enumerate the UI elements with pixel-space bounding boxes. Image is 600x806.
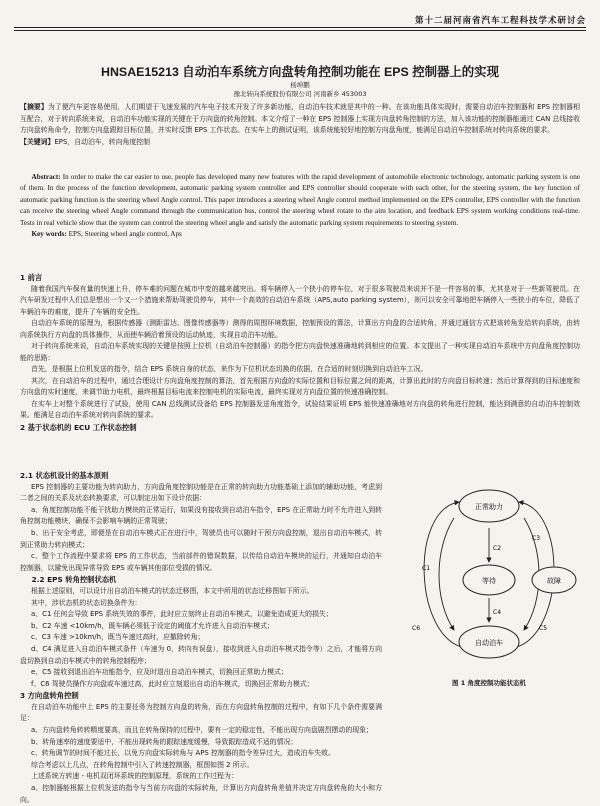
section-2-1-title: 2.1 状态机设计的基本原则 <box>20 471 109 480</box>
list-item: c、C3 车速 >10km/h，既当车速过高时，应撤除转角； <box>31 633 205 642</box>
paragraph: 对于转向系统来说，自动泊车系统实现的关键是按照上位机（自动泊车控制器）的指令把方向盘快速准确地转到相应的位置。本文提出了一种实现自动泊车系统中方向盘角度控制功能的思路： <box>20 342 580 362</box>
condition-label: C2 <box>493 545 502 552</box>
figure-1-caption: 图 1 角度控制功能状态机 <box>451 679 527 687</box>
left-column <box>20 470 382 806</box>
paper-title: HNSAE15213 自动泊车系统方向盘转角控制功能在 EPS 控制器上的实现 <box>101 65 499 79</box>
section-3-title: 3 方向盘转角控制 <box>20 691 79 701</box>
section-2-title: 2 基于状态机的 ECU 工作状态控制 <box>20 422 137 432</box>
transition-arrow <box>439 518 454 630</box>
paragraph: 首先，是根据上位机发送的指令，结合 EPS 系统自身的状态，来作为下位机状态切换的依据，在合适的时刻切换到自动泊车工况。 <box>31 365 428 373</box>
paragraph: 其中，涉状态机的状态切换条件为： <box>31 598 142 607</box>
header-rule-thick <box>14 27 586 28</box>
list-item: a、方向盘转角转转精度要高，而且在转角保持的过程中，要有一定的稳定性，不能出现方向盘剧烈摆动的现象； <box>31 726 373 735</box>
list-item: b、转角速率的速度要适中，不能出现转角的跟踪速度缓慢，导致跟踪造成不适的情况； <box>31 737 298 746</box>
list-item: e、C5 接收到退出泊车功能指令，应及时退出自动泊车模式，切换回正常助力模式； <box>31 668 288 677</box>
keywords-en-label: Key words: <box>31 230 67 239</box>
state-fault-label: 故障 <box>547 577 561 585</box>
section-2-2-title: 2.2 EPS 转角控制状态机 <box>31 575 117 585</box>
abstract-cn-label: 【摘要】 <box>20 103 48 111</box>
abstract-en-text: In order to make the car easier to use, people has developed many new features with the rapid development of automobile electronic technology, automatic parking system is one of them. In the process of the function development, automatic parking system controller and EPS controller should cooperate with each other, for the steering system, the key function of automatic parking function is the steering wheel Angle control. This paper introduces a steering wheel Angle control method implemented on the EPS controller, EPS controller with the function can receive the steering wheel Angle command through the communication bus, control the steering wheel rotate to the aim location, and feedback EPS system working conditions real-time. Tests in real vehicle show that the system can control the steering wheel angle and satisfy the automatic parking system requirements to steering system. <box>20 173 581 227</box>
condition-label: C1 <box>422 565 431 572</box>
keywords-cn-label: 【关键词】 <box>20 137 55 146</box>
section-1 <box>20 272 580 433</box>
abstract-en <box>20 172 580 240</box>
paragraph: 根据上述原则，可以设计出自动泊车模式的状态迁移图，本文中所用的状态迁移图如下所示。 <box>31 586 314 595</box>
paragraph: 在实车上对整个系统进行了试验，使用 CAN 总线测试设备给 EPS 控制器发送角度指令，试验结果证明 EPS 能快速准确地对方向盘的转角进行控制，能达到满意的自动泊车控制效果。能满足自动泊车系统对转向系统的要求。 <box>20 399 580 419</box>
list-item: d、C4 满足进入自动泊车模式条件（车速为 0，转向有误盘），接收到进入自动泊车模式指令等）之后，才能将方向盘切换到自动泊车模式中的转角控制程序； <box>20 644 382 665</box>
list-item: b、C2 车速 <10km/h，既车辆必须低于设定的阈值才允许进入自动泊车模式； <box>31 621 274 630</box>
list-item: f、C6 驾驶员操作方向盘或车速过高，此时应立刻退出自动泊车模式，切换回正常助力模式； <box>31 679 314 688</box>
state-parking-label: 自动泊车 <box>475 639 503 647</box>
author: 杨坤鹏 <box>290 81 310 89</box>
paragraph: EPS 控制器的主要功能为转向助力，方向盘角度控制功能是在正常的转向助力功能基础上添加的辅助功能，考虑到二者之间的关系及状态转换要求，可以制定出如下设计依据： <box>20 482 382 503</box>
list-item: c、整个工作流程中要求将 EPS 的工作状态，当前部件的错误数据，以传给自动泊车模块的运行，并通知自动泊车控制器，以避免出现异常导致 EPS 或车辆其他部位受损的情况。 <box>20 552 382 572</box>
condition-label: C3 <box>532 535 541 542</box>
header-rule-thin <box>14 30 586 31</box>
list-item: a、C1 任何会导致 EPS 系统失效的事件，此时应立刻终止自动泊车模式，以避免造成更大的损失； <box>31 610 333 619</box>
state-normal-label: 正常助力 <box>475 503 503 511</box>
list-item: c、转角调节的时间不能过长，以免方向盘实际转角与 APS 控制器的指令差异过大，造成泊车失败。 <box>31 749 335 758</box>
paragraph: 随着我国汽车保有量的快速上升，停车难的问题在城市中变的越来越突出。将车辆停入一个狭小的停车位，对于很多驾驶员来说并不是一件容易的事，尤其是对于一些新驾驶员。在汽车研发过程中人们总是想出一个又一个措施来帮助驾驶员停车，其中一个高效的自动泊车系统（APS,auto parking system），则可以安全可靠地把车辆停入一些狭小的车位，降低了车辆泊车的难度，提升了车辆的安全性。 <box>20 284 580 316</box>
state-wait-label: 等待 <box>482 577 496 585</box>
state-machine-figure <box>394 470 584 686</box>
list-item: a、角度控制功能不能干扰助力模块的正常运行，如果没有接收到自动泊车指令，EPS 在正常助力时不允许进入到转角控制功能模块，确保不会影响车辆的正常驾驶； <box>20 505 382 526</box>
keywords-en-text: EPS, Steering wheel angle control, Aps <box>68 230 182 239</box>
keywords-cn-text: EPS，自动泊车，转向角度控制 <box>54 137 151 146</box>
condition-label: C4 <box>493 609 502 616</box>
paragraph: 综合考虑以上几点，在转角控制中引入了转速控制器，框图如图 2 所示。 <box>31 760 254 769</box>
conference-header: 第十二届河南省汽车工程科技学术研讨会 <box>414 16 586 26</box>
section-1-title: 1 前言 <box>20 273 43 282</box>
paragraph: 上述系统方转速 - 电机双闭环系统的控制原理，系统的工作过程为： <box>31 772 238 781</box>
list-item: b、出于安全考虑，即便是在自动泊车模式正在进行中，驾驶员也可以随时干预方向盘控制，退出自动泊车模式，转到正常助力转向模式； <box>20 528 382 549</box>
paragraph: 其次，在自动泊车的过程中，通过合理设计方向盘角度控制的算法，首先根据方向盘的实际位置和目标位置之间的距离，计算出此时的方向盘目标转速；然后计算得到的目标速度和方向盘的实时速度，来调节助力电机，最终根据目标电流来控制电机的实际电流，最终实现对方向盘位置的快速准确控制。 <box>20 376 580 396</box>
condition-label: C5 <box>539 625 548 632</box>
paragraph: 自动泊车系统的原理为，根据传感器（测距雷达、图像传感器等）测得的周围环境数据，控制预设的算法，计算出方向盘的合适转角，并通过通信方式把该转角发给转向系统，由转向系统执行方向盘的具体操作，从而使车辆沿着预设的运动轨迹，实现自动泊车功能。 <box>20 319 580 339</box>
condition-label: C6 <box>412 625 421 632</box>
affiliation: 豫北转向系统股份有限公司 河南新乡 453003 <box>233 90 367 98</box>
abstract-cn-text: 为了便汽车更容易使用，人们期望于飞速发展的汽车电子技术开发了许多新功能，自动泊车技术就是其中的一种。在该功能具体实现时，需要自动泊车控制器和 EPS 控制器相互配合，对于转向系统来说，自动泊车功能实现的关键在于方向盘的转角控制。本文介绍了一种在 EPS 控制器上实现方向盘转角控制的方法，加入该功能的控制器能通过 CAN 总线接收方向盘转角命令，控制方向盘跟踪目标位置，并实时反馈 EPS 工作状态。在实车上的测试证明，该系统能较好地控制方向盘角度，能满足自动泊车控制系统对转向系统的要求。 <box>20 103 581 134</box>
abstract-cn <box>20 102 580 148</box>
transition-arrow <box>424 502 466 648</box>
paragraph: 在自动泊车功能中上 EPS 的主要任务为控制方向盘的转角，而在方向盘转角控制的过程中，有如下几个条件需要满足： <box>20 702 382 723</box>
abstract-en-label: Abstract: <box>31 173 61 181</box>
paragraph: a、控制器能根据上位机发送的指令与当前方向盘的实际转角，计算出方向盘转角差值并决定方向盘转角的大小和方向。 <box>20 784 382 804</box>
